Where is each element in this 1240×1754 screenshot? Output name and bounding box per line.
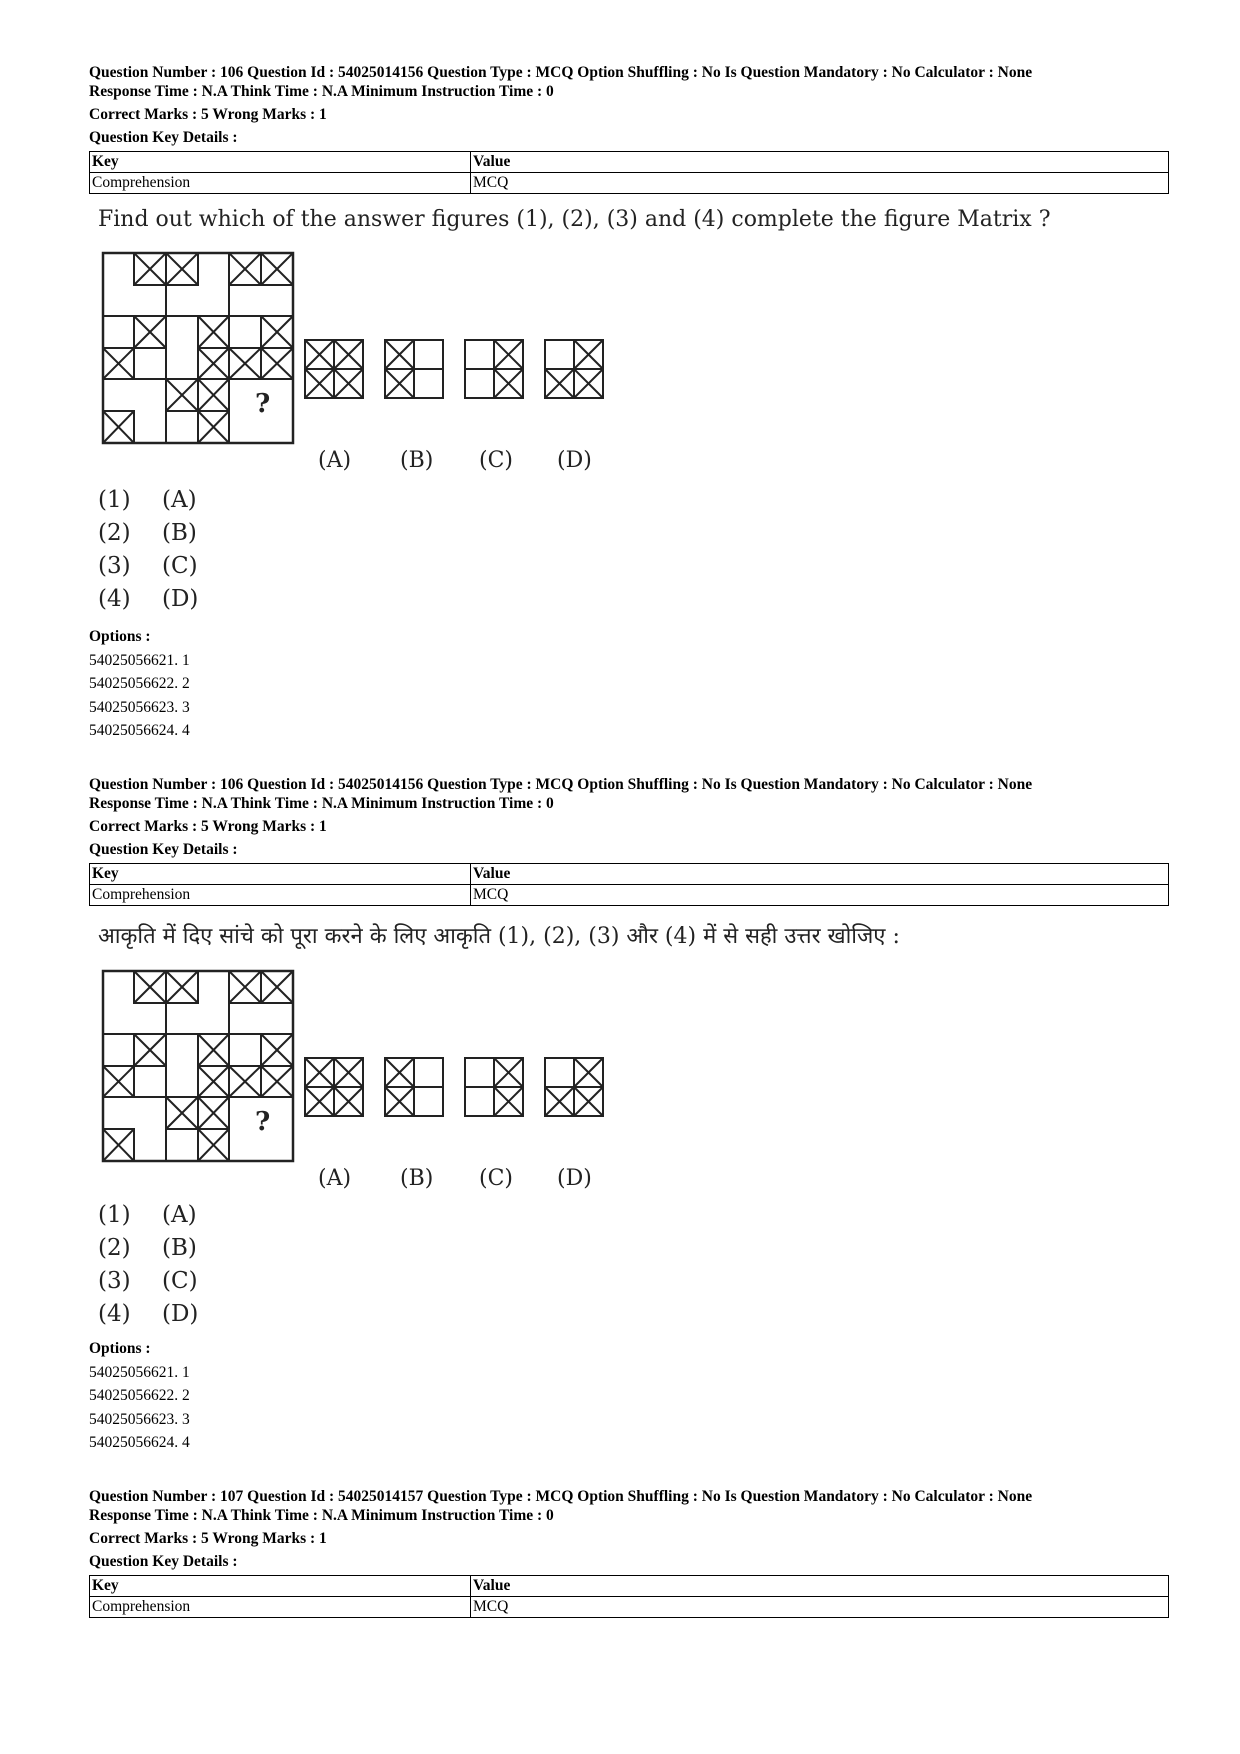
answer-figure-a [305,1058,363,1116]
figure-label-a: (A) [318,448,352,473]
option-item: 54025056623. 3 [89,698,190,716]
option-item: 54025056623. 3 [89,1410,190,1428]
options-label: Options : [89,628,151,645]
table-cell-key: Comprehension [90,173,471,194]
table-cell-value: MCQ [471,1597,1169,1618]
matrix-cell-r2c1 [103,1034,166,1097]
figure-label-b: (B) [400,448,434,473]
options-list [89,1337,190,1455]
question-meta-line1: Question Number : 106 Question Id : 54025014156 Question Type : MCQ Option Shuffling : No Is Question Mandatory : No Calculator : None [89,776,1033,793]
key-details-table [89,863,1169,906]
choice-figure: (D) [162,586,199,612]
answer-choices [98,1199,198,1331]
question-meta-line2: Response Time : N.A Think Time : N.A Minimum Instruction Time : 0 [89,83,554,100]
choice-row [98,517,198,550]
options-list [89,625,190,743]
option-item: 54025056622. 2 [89,1387,190,1404]
answer-figure-a [305,340,363,398]
table-header-key: Key [90,152,471,173]
choice-figure: (B) [162,1235,197,1261]
choice-number: (3) [98,1268,131,1294]
question-header-2 [89,775,1169,906]
table-cell-value: MCQ [471,173,1169,194]
matrix-cell-r1c2 [134,253,229,316]
key-details-table [89,151,1169,194]
option-item: 54025056624. 4 [89,1434,190,1451]
choice-number: (3) [98,553,131,579]
key-details-label: Question Key Details : [89,1553,238,1570]
missing-figure-mark: ? [255,389,271,419]
question-meta-line2: Response Time : N.A Think Time : N.A Minimum Instruction Time : 0 [89,1507,554,1524]
options-label: Options : [89,1340,151,1357]
choice-row [98,550,198,583]
choice-row [98,1298,198,1331]
matrix-cell-r2c3 [229,1034,293,1097]
question-header-1 [89,63,1169,194]
matrix-cell-r3c1 [103,1097,166,1161]
figure-label-d: (D) [557,448,592,473]
answer-figure-c [465,340,523,398]
matrix-cell-r3c1 [103,379,166,443]
choice-figure: (D) [162,1301,199,1327]
option-item: 54025056624. 4 [89,722,190,739]
answer-figure-b [385,1058,443,1116]
option-item: 54025056621. 1 [89,651,190,669]
choice-number: (4) [98,586,131,612]
table-header-value: Value [471,864,1169,885]
answer-figure-d [545,1058,603,1116]
answer-figure-d [545,340,603,398]
table-cell-key: Comprehension [90,885,471,906]
answer-figure-c [465,1058,523,1116]
choice-figure: (A) [162,487,197,513]
matrix-cell-r1c3 [229,253,293,316]
question-marks: Correct Marks : 5 Wrong Marks : 1 [89,106,327,123]
choice-figure: (C) [162,553,198,579]
figure-label-b: (B) [400,1166,434,1191]
key-details-label: Question Key Details : [89,841,238,858]
choice-number: (2) [98,520,131,546]
choice-number: (1) [98,487,131,513]
question-marks: Correct Marks : 5 Wrong Marks : 1 [89,818,327,835]
choice-row [98,1232,198,1265]
figure-label-c: (C) [479,1166,513,1191]
option-item: 54025056621. 1 [89,1363,190,1381]
choice-row [98,583,198,616]
answer-choices [98,484,198,616]
figure-matrix-image [89,245,1089,477]
table-header-value: Value [471,1576,1169,1597]
answer-figure-b [385,340,443,398]
choice-figure: (A) [162,1202,197,1228]
figure-label-c: (C) [479,448,513,473]
choice-figure: (C) [162,1268,198,1294]
table-header-value: Value [471,152,1169,173]
matrix-cell-r3c2 [166,379,229,443]
figure-label-d: (D) [557,1166,592,1191]
choice-number: (4) [98,1301,131,1327]
key-details-label: Question Key Details : [89,129,238,146]
matrix-cell-r2c3 [229,316,293,379]
key-details-table [89,1575,1169,1618]
matrix-cell-r1c3 [229,971,293,1034]
question-marks: Correct Marks : 5 Wrong Marks : 1 [89,1530,327,1547]
choice-row [98,1265,198,1298]
matrix-cell-r2c2 [166,316,229,379]
matrix-cell-r2c2 [166,1034,229,1097]
question-meta-line1: Question Number : 107 Question Id : 54025014157 Question Type : MCQ Option Shuffling : No Is Question Mandatory : No Calculator : None [89,1488,1033,1505]
question-text: आकृति में दिए सांचे को पूरा करने के लिए आकृति (1), (2), (3) और (4) में से सही उत्तर खोजिए : [98,924,900,949]
choice-row [98,484,198,517]
question-meta-line2: Response Time : N.A Think Time : N.A Minimum Instruction Time : 0 [89,795,554,812]
table-cell-value: MCQ [471,885,1169,906]
question-header-3 [89,1487,1169,1618]
question-text: Find out which of the answer figures (1), (2), (3) and (4) complete the figure Matrix ? [98,207,1051,232]
question-meta-line1: Question Number : 106 Question Id : 54025014156 Question Type : MCQ Option Shuffling : No Is Question Mandatory : No Calculator : None [89,64,1033,81]
figure-matrix-image [89,963,1089,1195]
choice-figure: (B) [162,520,197,546]
table-cell-key: Comprehension [90,1597,471,1618]
matrix-cell-r2c1 [103,316,166,379]
missing-figure-mark: ? [255,1107,271,1137]
matrix-cell-r3c2 [166,1097,229,1161]
option-item: 54025056622. 2 [89,675,190,692]
matrix-cell-r1c2 [134,971,229,1034]
choice-number: (2) [98,1235,131,1261]
figure-label-a: (A) [318,1166,352,1191]
choice-number: (1) [98,1202,131,1228]
table-header-key: Key [90,1576,471,1597]
table-header-key: Key [90,864,471,885]
choice-row [98,1199,198,1232]
